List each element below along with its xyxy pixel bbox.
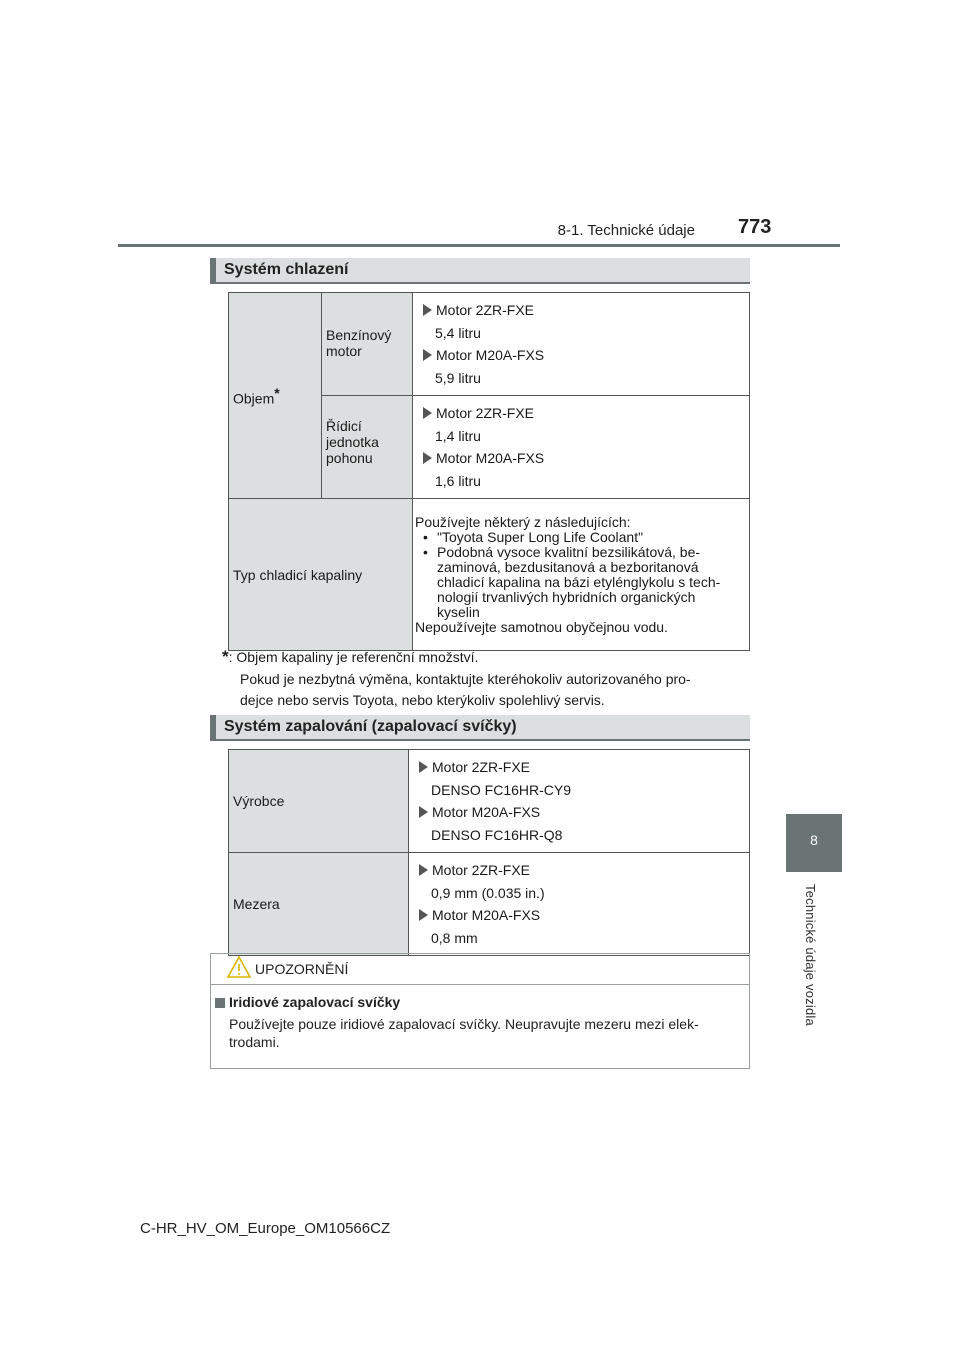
table-row — [229, 853, 750, 956]
warning-header — [211, 954, 749, 985]
coolant-bullet-line: chladicí kapalina na bázi etylénglykolu s tech- — [437, 573, 721, 590]
chapter-label: Technické údaje vozidla — [803, 884, 818, 1026]
warning-subtitle: Iridiové zapalovací svíčky — [229, 994, 401, 1010]
ignition-table — [228, 749, 750, 956]
engine-name: Motor M20A-FXS — [432, 907, 541, 923]
triangle-bullet-icon — [419, 806, 428, 818]
engine-amount: 0,9 mm (0.035 in.) — [431, 884, 545, 901]
engine-row — [419, 859, 743, 882]
engine-row — [419, 756, 743, 779]
coolant-bullet-line: "Toyota Super Long Life Coolant" — [437, 528, 644, 545]
value-cell — [409, 750, 750, 853]
warning-triangle-icon — [227, 956, 251, 983]
engine-amount: 1,4 litru — [435, 427, 481, 444]
cooling-table — [228, 292, 750, 651]
square-bullet-icon — [215, 998, 225, 1008]
coolant-bullet-line: kyselin — [437, 603, 480, 620]
table-row — [229, 293, 750, 396]
coolant-label-cell — [229, 499, 413, 651]
coolant-label: Typ chladicí kapaliny — [233, 566, 363, 583]
warning-text — [229, 1016, 741, 1051]
coolant-bullet-2 — [437, 545, 745, 620]
engine-name: Motor 2ZR-FXE — [436, 405, 535, 421]
warning-text-line: Používejte pouze iridiové zapalovací svíčky. Neupravujte mezeru mezi elek- — [229, 1016, 699, 1032]
section-title: 8-1. Technické údaje — [557, 222, 695, 239]
coolant-bullet-line: nologií trvanlivých hybridních organických — [437, 588, 696, 605]
page-number: 773 — [738, 216, 772, 238]
value-cell — [413, 293, 750, 396]
cooling-section-header — [210, 258, 750, 284]
engine-row — [419, 801, 743, 824]
triangle-bullet-icon — [419, 761, 428, 773]
list-item — [415, 530, 745, 545]
volume-label-cell — [229, 293, 322, 499]
triangle-bullet-icon — [423, 349, 432, 361]
footnote-mark: * — [274, 384, 280, 401]
engine-name: Motor M20A-FXS — [436, 347, 545, 363]
engine-name: Motor M20A-FXS — [436, 450, 545, 466]
header-divider — [118, 244, 840, 247]
ignition-section-header — [210, 715, 750, 741]
coolant-note: Nepoužívejte samotnou obyčejnou vodu. — [415, 618, 668, 635]
engine-name: Motor M20A-FXS — [432, 804, 541, 820]
coolant-intro: Používejte některý z následujících: — [415, 513, 631, 530]
cooling-section-title: Systém chlazení — [224, 261, 349, 278]
value-cell — [409, 853, 750, 956]
row-label: Mezera — [233, 896, 280, 912]
engine-row — [419, 904, 743, 927]
bullet-icon: • — [423, 528, 428, 545]
triangle-bullet-icon — [419, 909, 428, 921]
row-label: Výrobce — [233, 793, 285, 809]
engine-amount: 1,6 litru — [435, 472, 481, 489]
chapter-number: 8 — [810, 832, 818, 848]
footnote-line: : Objem kapaliny je referenční množství. — [228, 649, 479, 665]
engine-amount: DENSO FC16HR-CY9 — [431, 781, 572, 798]
table-row — [229, 499, 750, 651]
engine-row — [423, 402, 743, 425]
table-row — [229, 750, 750, 853]
chapter-tab — [786, 814, 842, 872]
triangle-bullet-icon — [423, 407, 432, 419]
engine-name: Motor 2ZR-FXE — [432, 759, 531, 775]
coolant-value-cell — [413, 499, 750, 651]
label-cell — [229, 853, 409, 956]
bullet-icon: • — [423, 543, 428, 560]
sub-label-cell — [322, 293, 413, 396]
label-cell — [229, 750, 409, 853]
engine-row — [423, 447, 743, 470]
triangle-bullet-icon — [423, 452, 432, 464]
coolant-bullet-1 — [437, 530, 745, 545]
sub-label-cell — [322, 396, 413, 499]
triangle-bullet-icon — [423, 304, 432, 316]
engine-row — [423, 299, 743, 322]
sub-label: Řídicí jednotka pohonu — [326, 418, 379, 466]
ignition-section-title: Systém zapalování (zapalovací svíčky) — [224, 718, 517, 735]
document-id: C-HR_HV_OM_Europe_OM10566CZ — [140, 1220, 391, 1237]
coolant-bullet-line: zaminová, bezdusitanová a bezboritanová — [437, 558, 699, 575]
value-cell — [413, 396, 750, 499]
engine-amount: 0,8 mm — [431, 929, 478, 946]
volume-label: Objem — [233, 390, 275, 407]
engine-row — [423, 344, 743, 367]
section-marker — [210, 258, 216, 282]
engine-amount: 5,4 litru — [435, 324, 481, 341]
footnote-line: Pokud je nezbytná výměna, kontaktujte kteréhokoliv autorizovaného pro- — [240, 670, 691, 687]
sub-label: Benzínový motor — [326, 327, 392, 359]
footnote-mark: * — [222, 647, 229, 666]
triangle-bullet-icon — [419, 864, 428, 876]
warning-title: UPOZORNĚNÍ — [255, 961, 349, 977]
warning-box — [210, 953, 750, 1069]
coolant-bullet-line: Podobná vysoce kvalitní bezsilikátová, be- — [437, 543, 701, 560]
section-marker — [210, 715, 216, 739]
warning-text-line: trodami. — [229, 1033, 280, 1050]
footnote-line: dejce nebo servis Toyota, nebo kterýkoliv spolehlivý servis. — [240, 692, 605, 708]
engine-name: Motor 2ZR-FXE — [432, 862, 531, 878]
engine-name: Motor 2ZR-FXE — [436, 302, 535, 318]
footnote — [222, 646, 746, 712]
engine-amount: DENSO FC16HR-Q8 — [431, 826, 563, 843]
list-item — [415, 545, 745, 620]
engine-amount: 5,9 litru — [435, 369, 481, 386]
